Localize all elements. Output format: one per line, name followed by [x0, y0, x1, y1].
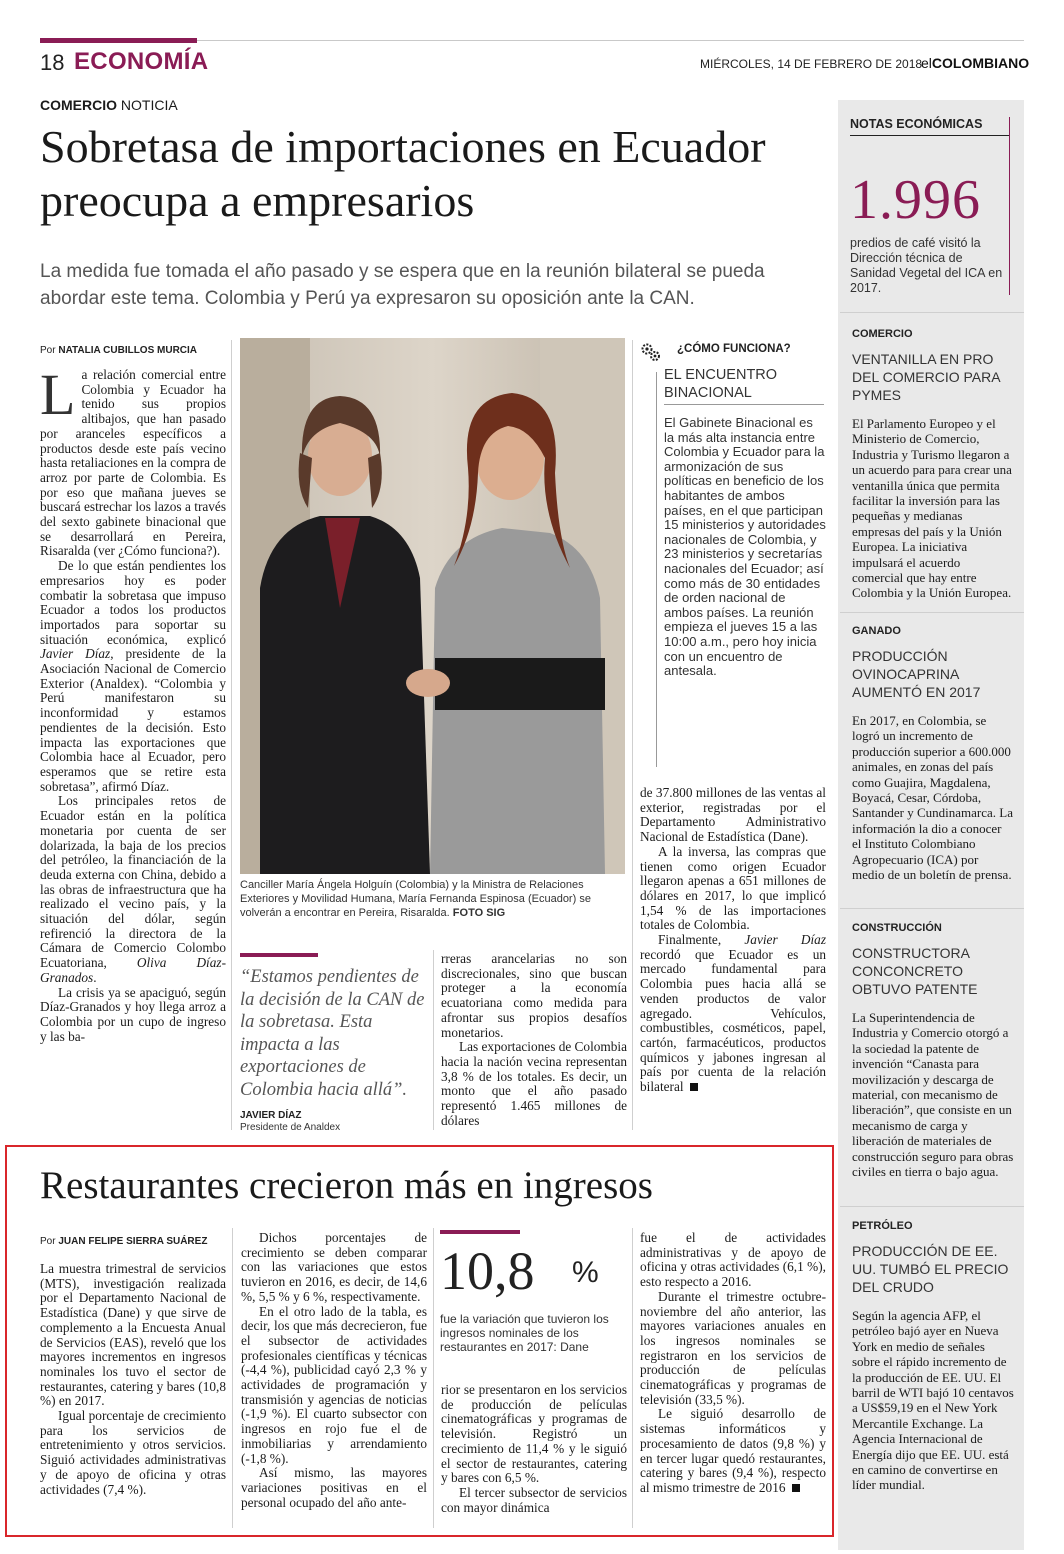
paragraph: [40, 368, 226, 559]
quote-author-role: Presidente de Analdex: [240, 1122, 341, 1133]
paragraph-text: a relación comercial entre Colombia y Ecuador ha tenido sus propios altibajos, que han pasado por aranceles específicos a productos desde este país vecino hasta retaliaciones en la compra de arroz por parte de Colombia. Es por eso que mañana jueves se buscará estrechar los lazos a través del sexto gabinete binacional que se desarrollará en Pereira, Risaralda (ver ¿Cómo funciona?).: [40, 368, 226, 559]
paragraph: En el otro lado de la tabla, es decir, los que más decrecieron, fue el subsector de actividades profesionales científicas y técnicas (-4,4 %), publicidad cayó 2,3 % y actividades de programación y transmisión y agencias de noticias (-1,9 %). El cuarto subsector con ingresos en rojo fue el de inmobiliarias y arrendamiento (-1,8 %).: [241, 1303, 427, 1466]
article-dek: La medida fue tomada el año pasado y se espera que en la reunión bilateral se pueda abordar este tema. Colombia y Perú ya expresaron su oposición ante la CAN.: [40, 261, 765, 309]
brand-prefix: el: [921, 55, 932, 71]
kicker-category: COMERCIO: [40, 97, 117, 113]
paragraph: Igual porcentaje de crecimiento para los servicios de entretenimiento y otros servicios. Siguió actividades administrativas y de apoyo de oficina y otras actividades (7,4 %).: [40, 1408, 226, 1497]
paragraph: A la inversa, las compras que tienen como origen Ecuador llegaron apenas a 651 millones de dólares en 2017, lo que implicó 1,54 % de las importaciones totales de Colombia.: [640, 843, 826, 933]
sidebar-title: NOTAS ECONÓMICAS: [850, 117, 983, 131]
paragraph: La muestra trimestral de servicios (MTS), investigación realizada por el Departamento Nacional de Estadística (Dane) y que sirve de complemento a la Encuesta Anual de Servicios (EAS), reveló que los mayores incrementos en ingresos nominales los tuvo el sector de restaurantes, catering y bares (10,8 %) en 2017.: [40, 1262, 226, 1409]
sidebar-accent-line: [1009, 117, 1010, 295]
article-headline: Sobretasa de importaciones en Ecuador preocupa a empresarios: [40, 121, 766, 226]
article-column-3: [441, 952, 627, 1132]
article2-column-4: [640, 1231, 826, 1531]
paragraph: Dichos porcentajes de crecimiento se deben comparar con las variaciones que estos tuvieron en 2016, es decir, de 14,6 %, 5,5 % y 6 %, respectivamente.: [241, 1231, 427, 1304]
article2-headline: Restaurantes crecieron más en ingresos: [40, 1164, 653, 1207]
paragraph-text: De lo que están pendientes los empresarios hoy es poder combatir la sobretasa que impuso Ecuador a todos los productos importados para soportar su situación económica, explicó: [40, 558, 226, 647]
paragraph: Durante el trimestre octubre-noviembre del año anterior, las mayores variaciones anuales en los ingresos nominales se registraron en los servicios de producción de películas cinematográficas y programas de televisión (33,5 %).: [640, 1288, 826, 1407]
kicker-type: NOTICIA: [120, 97, 178, 113]
article-photo: [240, 338, 625, 874]
sidebar-divider: [840, 312, 1024, 313]
sidebar-divider: [840, 612, 1024, 613]
article-kicker: [40, 97, 178, 113]
note-category: COMERCIO: [852, 328, 913, 340]
stat-accent-bar: [440, 1230, 520, 1234]
sidebox-divider: [664, 404, 824, 405]
page-number: 18: [40, 50, 65, 75]
stat-unit: %: [572, 1256, 599, 1289]
note-headline: VENTANILLA EN PRO DEL COMERCIO PARA PYMES: [852, 351, 1000, 403]
paragraph: [40, 794, 226, 985]
highlight-number-text: predios de café visitó la Dirección técnica de Sanidad Vegetal del ICA en 2017.: [850, 236, 1003, 295]
column-divider: [632, 340, 633, 1130]
drop-cap: L: [40, 368, 76, 427]
article2-byline: [40, 1236, 207, 1247]
paragraph: [40, 559, 226, 794]
column-divider: [433, 950, 434, 1130]
sidebox-rule: [656, 372, 657, 767]
paragraph-text: Le siguió desarrollo de sistemas informáticos y procesamiento de datos (9,8 %) y en tercer lugar quedó restaurantes, catering y bares (9,4 %), respecto al mismo trimestre de 2016: [640, 1406, 826, 1495]
person-name: Javier Díaz: [40, 646, 111, 662]
paragraph: Así mismo, las mayores variaciones positivas en el personal ocupado del año ante-: [241, 1465, 427, 1510]
paragraph: de 37.800 millones de las ventas al exterior, registradas por el Departamento Administrativo Nacional de Estadística (Dane).: [640, 786, 826, 845]
article-column-4: [640, 786, 826, 1134]
article2-column-3: [441, 1383, 627, 1531]
column-divider: [433, 1228, 434, 1528]
note-category: CONSTRUCCIÓN: [852, 922, 942, 934]
quote-accent-bar: [240, 953, 318, 957]
paragraph: El tercer subsector de servicios con mayor dinámica: [441, 1484, 627, 1515]
paragraph-text: Finalmente,: [658, 932, 722, 948]
article-column-1: [40, 368, 226, 1136]
column-divider: [231, 340, 232, 1130]
column-divider: [232, 1228, 233, 1528]
gears-icon: [640, 341, 662, 363]
how-it-works-title: EL ENCUENTRO BINACIONAL: [664, 367, 778, 401]
paragraph-text: , presidente de la Asociación Nacional de Comercio Exterior (Analdex). “Colombia y Perú manifestaron su inconformidad y estamos pendientes de la decisión. Esto impacta las exportaciones que Colombia hace al Ecuador, pero esperamos que se retire esta sobretasa”, afirmó Díaz.: [40, 646, 226, 794]
article2-column-2: [241, 1231, 427, 1531]
sidebar-divider: [840, 1206, 1024, 1207]
brand-name: COLOMBIANO: [931, 55, 1030, 71]
note-headline: PRODUCCIÓN DE EE. UU. TUMBÓ EL PRECIO DEL CRUDO: [852, 1243, 1009, 1295]
column-divider: [632, 1228, 633, 1528]
pull-quote: “Estamos pendientes de la decisión de la CAN de la sobretasa. Esta impacta a las exportaciones de Colombia hacia allá”.: [240, 967, 425, 1100]
sidebar-title-rule: [850, 135, 1010, 136]
sidebar-divider: [840, 908, 1024, 909]
note-body: Según la agencia AFP, el petróleo bajó ayer en Nueva York en medio de señales sobre el rápido incremento de la producción de EE. UU. El barril de WTI bajó 10 centavos a US$59,19 en el New York Mercantile Exchange. La Agencia Internacional de Energía dijo que EE. UU. está en camino de convertirse en líder mundial.: [852, 1308, 1014, 1493]
paragraph: rior se presentaron en los servicios de producción de películas cinematográficas y programas de televisión. Registró un crecimiento de 11,4 % y le siguió el sector de restaurantes, catering y bares con 6,5 %.: [441, 1383, 627, 1486]
byline-author: NATALIA CUBILLOS MURCIA: [58, 345, 198, 356]
photo-credit: FOTO SIG: [452, 907, 506, 919]
paragraph: [640, 1407, 826, 1495]
note-category: GANADO: [852, 625, 901, 637]
photo-illustration: [240, 338, 625, 874]
caption-text: Canciller María Ángela Holguín (Colombia) y la Ministra de Relaciones Exteriores y Movilidad Humana, María Fernanda Espinosa (Ecuador) se volverán a encontrar en Pereira, Risaralda.: [240, 879, 591, 919]
byline-prefix: Por: [40, 345, 56, 356]
newspaper-logo: [921, 55, 1029, 71]
note-category: PETRÓLEO: [852, 1220, 913, 1232]
photo-caption: [240, 878, 625, 920]
paragraph-text: .: [93, 969, 97, 985]
end-mark: [792, 1484, 800, 1492]
paragraph: fue el de actividades administrativas y de apoyo de oficina y otras actividades (6,1 %), esto respecto a 2016.: [640, 1231, 826, 1290]
highlight-number: 1.996: [850, 169, 981, 231]
how-it-works-body: El Gabinete Binacional es la más alta instancia entre Colombia y Ecuador para la armonización de sus políticas en beneficio de los habitantes de ambos países, en el que participan 15 ministerios y autoridades nacionales de Colombia, y 23 ministerios y secretarías nacionales del Ecuador; así como más de 30 entidades de orden nacional de ambos países. La reunión empieza el jueves 15 a las 10:00 a.m., pero hoy inicia con un encuentro de antesala.: [664, 415, 826, 679]
paragraph: Las exportaciones de Colombia hacia la nación vecina representan 3,8 % de los totales. Es decir, un monto que el año pasado representó 1.465 millones de dólares: [441, 1039, 627, 1128]
end-mark: [690, 1083, 698, 1091]
stat-value: 10,8: [440, 1241, 535, 1301]
note-body: La Superintendencia de Industria y Comercio otorgó a la sociedad la patente de invención “Canasta para movilización y descarga de material, con mecanismo de liberación”, que consiste en un mecanismo de carga y liberación de materiales de construcción seguro para obras civiles en tierra o bajo agua.: [852, 1010, 1014, 1180]
person-name: Oliva Díaz-Granados: [40, 955, 226, 985]
how-it-works-label: ¿CÓMO FUNCIONA?: [677, 343, 791, 355]
section-name: ECONOMÍA: [74, 48, 209, 75]
publication-date: MIÉRCOLES, 14 DE FEBRERO DE 2018: [700, 57, 923, 71]
paragraph: [640, 933, 826, 1095]
note-headline: PRODUCCIÓN OVINOCAPRINA AUMENTÓ EN 2017: [852, 648, 981, 700]
note-headline: CONSTRUCTORA CONCONCRETO OBTUVO PATENTE: [852, 945, 978, 997]
note-body: El Parlamento Europeo y el Ministerio de Comercio, Industria y Turismo llegaron a un acuerdo para para crear una ventanilla única que permita facilitar la inversión para las pequeñas y medianas empresas del país y la Unión Europea. La iniciativa impulsará el acuerdo comercial que hay entre Colombia y la Unión Europea.: [852, 416, 1012, 601]
gears-icon-svg: [640, 341, 662, 363]
stat-description: fue la variación que tuvieron los ingresos nominales de los restaurantes en 2017: Dane: [440, 1312, 609, 1354]
paragraph-text: Los principales retos de Ecuador están en la política monetaria por cuenta de ser dolarizada, la baja de los precios del petróleo, la financiación de la deuda externa con China, debido a las obras de infraestructura que ha realizado el vecino país, y la situación del dólar, según refirenció la directora de la Cámara de Comercio Colombo Ecuatoriana,: [40, 793, 226, 971]
article2-column-1: [40, 1262, 226, 1530]
byline-author: JUAN FELIPE SIERRA SUÁREZ: [58, 1236, 208, 1247]
paragraph: rreras arancelarias no son discrecionales, sino que buscan proteger a la economía ecuatoriana como medida para afrontar sus propios desafíos monetarios.: [441, 952, 627, 1040]
note-body: En 2017, en Colombia, se logró un incremento de producción superior a 600.000 animales, en zonas del país como Guajira, Magdalena, Boyacá, Cesar, Córdoba, Santander y Cundinamarca. La información la dio a conocer el Instituto Colombiano Agropecuario (ICA) por medio de un boletín de prensa.: [852, 713, 1013, 883]
paragraph-text: recordó que Ecuador es un mercado fundamental para Colombia pues hacia allá se venden productos de valor agregado. Vehículos, combustibles, cosméticos, papel, cartón, farmacéuticos, productos químicos y jabones ingresan al país por cuenta de la relación bilateral: [640, 946, 826, 1095]
article-byline: [40, 345, 197, 356]
person-name: Javier Díaz: [744, 932, 826, 948]
paragraph: La crisis ya se apaciguó, según Díaz-Granados y hoy llega arroz a Colombia por un cupo de ingreso y las ba-: [40, 984, 226, 1044]
byline-prefix: Por: [40, 1236, 56, 1247]
quote-author: JAVIER DÍAZ: [240, 1110, 302, 1121]
section-accent-bar: [40, 38, 197, 43]
